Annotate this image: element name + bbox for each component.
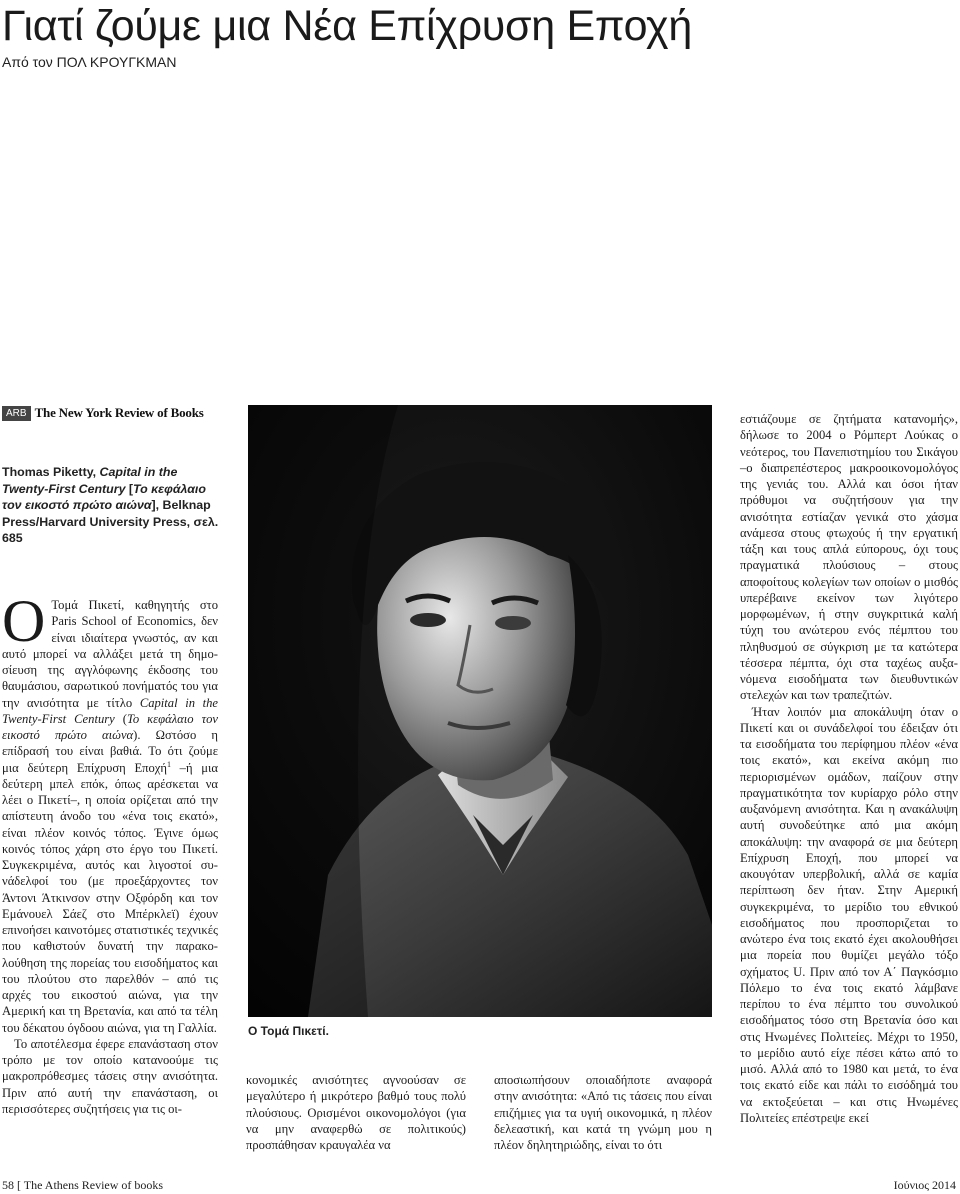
book-publisher: ], Belknap Press/Harvard University Press, σελ. 685 [2, 498, 219, 545]
paragraph: εστιάζουμε σε ζητήματα κατανομής», δήλωσε το 2004 ο Ρόμπερτ Λούκας ο νεότερος, του Πανεπιστημίου του Σικάγου –ο διαπρεπέστερος μακροοικονομολόγος της γενιάς του. Αλλά και όσοι ήταν πρόθυμοι να συζητήσουν για την ανισότητα εστίαζαν γενικά στο χάσμα ανάμεσα στους φτωχούς ή την εργατική τάξη και τους απλά εύπορους, όχι τους πραγματικά πλούσιους – στους αποφοίτους κολεγίων των οποίων ο μισθός υπερέβαινε εκείνον των λιγότερο μορφωμένων, ή στην συγκριτικά καλή τύχη του ανώτερου ενός πέμπτου του πληθυσμού σε σύγκριση με τα κατώτερα τέσσερα πέμπτα, όχι στα ταχέως αυξανόμενα εισοδήματα των διευθυντικών στελεχών και των τραπεζιτών. [740, 412, 958, 703]
paragraph: αποσιωπήσουν οποιαδήποτε αναφορά στην ανισότητα: «Από τις τάσεις που είναι επιζήμιες για τα υγιή οικονομικά, η πλέον δελεαστική, και κατά τη γνώμη μου η πλέον δηλητηριώδης, είναι το ότι [494, 1073, 712, 1152]
text-run-italic: Το κεφάλαιο τον εικοστό πρώτο αιώνα [2, 711, 218, 742]
book-title-gr: Το κεφάλαιο τον εικοστό πρώτο αιώνα [2, 481, 206, 512]
footnote-marker: 1 [166, 759, 171, 769]
nyrb-logo: The New York Review of Books [34, 405, 204, 420]
page-footer-left: 58 [ The Athens Review of books [2, 1178, 164, 1192]
paragraph [2, 588, 218, 1036]
text-column-1 [2, 588, 218, 1117]
article-title: Γιατί ζούμε μια Νέα Επίχρυση Εποχή [2, 2, 692, 50]
text-run: –ή μια δεύτερη μπελ επόκ, όπως αρέσκεται να λέει ο Πικετί–, η οποία ορίζεται από την απίστευτη άνοδο του «ένα τοις εκατό», είναι πλέον κοινός τόπος. Έγινε όμως κοινός τόπος χάρη στο έργο του Πικετί. Συγκεκριμένα, αυτός και λιγοστοί συνάδελφοί του (με προεξάρχοντες τον Άντονι Άτκινσον στην Οξφόρδη και τον Εμάνουελ Σάεζ στο Μπέρκλεϊ) έχουν επινοήσει καινοτόμες στατιστικές τεχνικές που καθιστούν δυνατή την παρακολούθηση της πορείας του εισοδήματος και του πλούτου στο παρελθόν – από τις αρχές του εικοστού αιώνα, για την Αμερική και τη Βρετανία, και από τα τέλη του δέκατου όγδοου αιώνα, για τη Γαλλία. [2, 760, 218, 1035]
arb-badge: ARB [2, 406, 31, 421]
article-byline: Από τον ΠΟΛ ΚΡΟΥΓΚΜΑΝ [2, 54, 177, 70]
text-run: Τομά Πικετί, καθηγητής στο Paris School of Economics, δεν είναι ιδιαίτερα γνωστός, αν και αυτό μπορεί να αλλάξει μετά τη δημοσίευση της αγγλόφωνης έκδοσης του θαυμάσιου, σαρωτικού πονήματός του για την ανισότητα με τίτλο [2, 598, 218, 710]
text-column-3 [494, 1072, 712, 1153]
text-column-4 [740, 411, 958, 1126]
text-run-italic: Capital in the Twenty-First Century [2, 695, 218, 726]
book-author: Thomas Piketty, [2, 465, 100, 479]
book-reference [2, 464, 222, 547]
portrait-illustration [248, 405, 712, 1017]
portrait-photo [248, 405, 712, 1017]
book-bracket: [ [125, 481, 134, 496]
text-run: ( [114, 711, 127, 726]
drop-cap: Ο [2, 588, 46, 654]
paragraph: Το αποτέλεσμα έφερε επανάσταση στον τρόπο με τον οποίο κατανοούμε τις μακροπρόθεσμες τάσεις στην ανισότητα. Πριν από αυτή την επανάσταση, οι περισσότερες συζητήσεις για τις οι- [2, 1036, 218, 1116]
text-column-2 [246, 1072, 466, 1153]
text-run: ). Ωστόσο η επίδρασή του είναι βαθιά. Το ότι ζούμε μια δεύτερη Επίχρυση Εποχή [2, 728, 218, 775]
nyrb-masthead [2, 405, 204, 421]
photo-caption: Ο Τομά Πικετί. [248, 1024, 329, 1038]
page-footer-date: Ιούνιος 2014 [893, 1178, 956, 1192]
book-title-en: Capital in the Twenty-First Century [2, 465, 178, 496]
paragraph: κονομικές ανισότητες αγνοούσαν σε μεγαλύτερο ή μικρότερο βαθμό τους πολύ πλούσιους. Ορισμένοι οικονομολόγοι (για να μην αναφερθώ σε πολιτικούς) προσπάθησαν κραυγαλέα να [246, 1073, 466, 1152]
paragraph: Ήταν λοιπόν μια αποκάλυψη όταν ο Πικετί και οι συνάδελφοί του έδειξαν ότι τα εισοδήματα του περίφημου πλέον «ένα τοις εκατό», και εκείνα ακόμη πιο περιορισμένων ομάδων, παίζουν στην πραγματικότητα τον κυρίαρχο ρόλο στην αυξανόμενη ανισότητα. Και η ανακάλυψη αυτή συνοδεύτηκε από μια ακόμη αποκάλυψη: την αναφορά σε μια δεύτερη Επίχρυση Εποχή, που μπορεί να ακουγόταν υπερβολική, αλλά σε καμία περίπτωση δεν ήταν. Στην Αμερική συγκεκριμένα, το μερίδιο του εθνικού εισοδήματος που προσποριζεται το ανώτερο ένα τοις εκατό έχει ακολουθήσει μια πορεία που θυμίζει μεγάλο τόξο σχήματος U. Πριν από τον Α΄ Παγκόσμιο Πόλεμο το ένα τοις εκατό λάμβανε περίπου το ένα πέμπτο του συνολικού εισοδήματος τόσο στη Βρετανία όσο και στις Ηνωμένες Πολιτείες. Μέχρι το 1950, το μερίδιο αυτό είχε πέσει κάτω από το μισό. Αλλά από το 1980 και μετά, το ένα τοις εκατό είδε και πάλι το εισόδημά του να εκτοξεύεται – και στις Ηνωμένες Πολιτείες επέστρεψε εκεί [740, 704, 958, 1125]
